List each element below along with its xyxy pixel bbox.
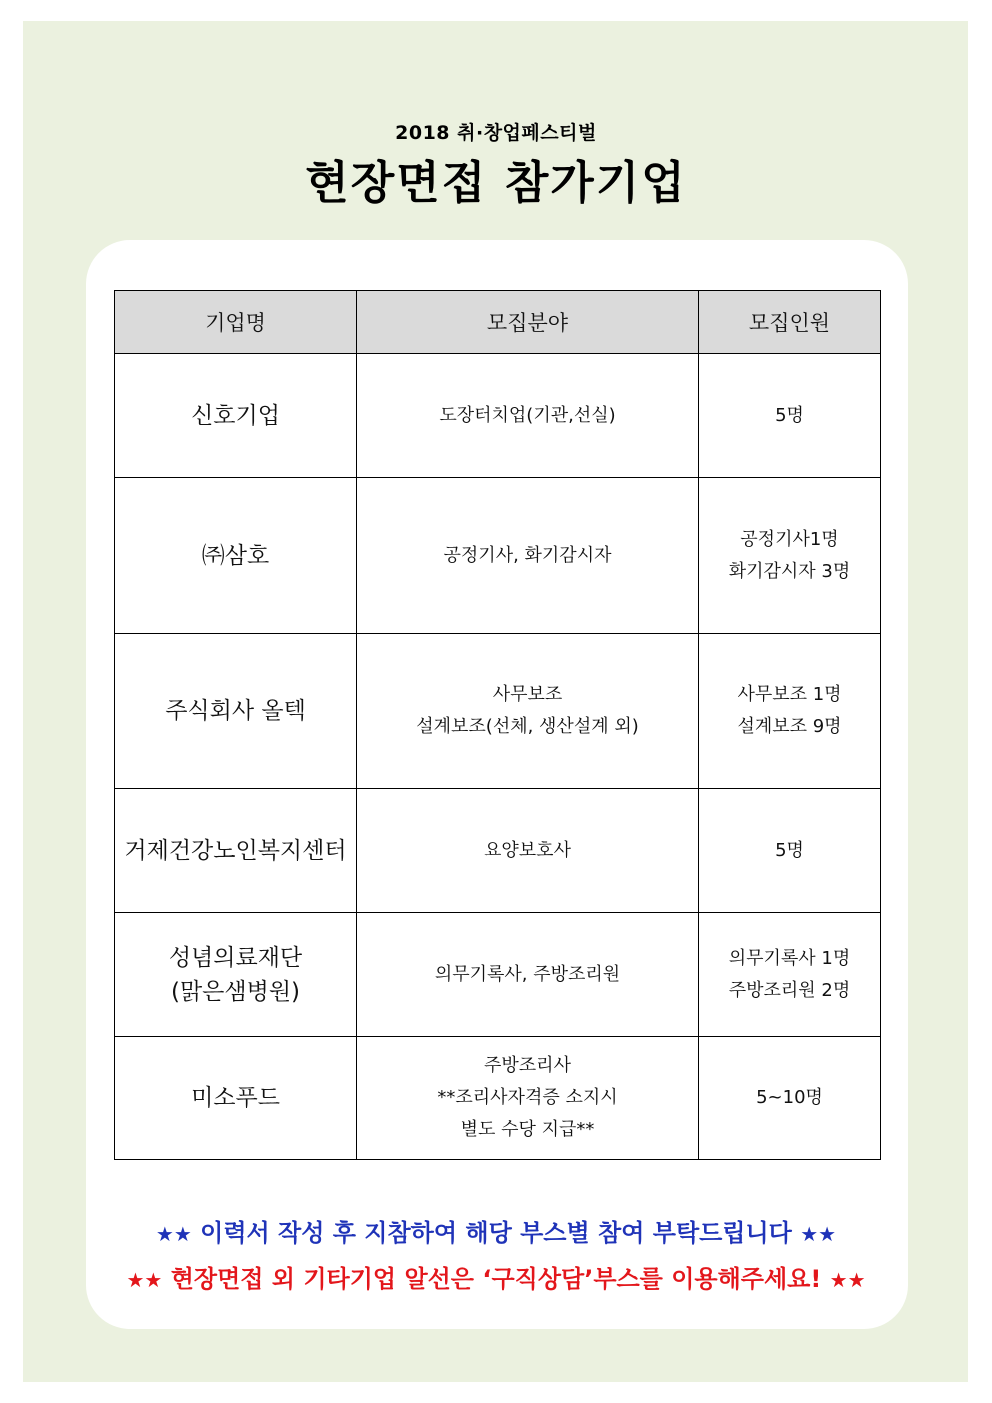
star-icon: ★★ xyxy=(155,1222,192,1246)
field-cell xyxy=(357,913,699,1037)
count-cell xyxy=(699,478,881,634)
company-cell xyxy=(115,478,357,634)
field-cell xyxy=(357,354,699,478)
company-name: 성념의료재단 xyxy=(168,944,303,971)
company-cell xyxy=(115,354,357,478)
table-row xyxy=(115,913,881,1037)
table-row xyxy=(115,354,881,478)
count-text: 의무기록사 1명 xyxy=(728,947,851,969)
company-name: 신호기업 xyxy=(191,402,280,429)
notice-bring-resume xyxy=(0,1213,992,1248)
company-cell xyxy=(115,789,357,913)
field-cell xyxy=(357,478,699,634)
company-cell xyxy=(115,913,357,1037)
table-row xyxy=(115,634,881,789)
page-title: 현장면접 참가기업 xyxy=(305,156,687,209)
recruitment-table xyxy=(114,290,881,1160)
count-text: 5~10명 xyxy=(756,1087,823,1108)
count-cell xyxy=(699,1037,881,1160)
field-cell xyxy=(357,789,699,913)
company-name: 주식회사 올텍 xyxy=(165,698,306,724)
field-text: 의무기록사, 주방조리원 xyxy=(434,963,621,985)
field-text: 별도 수당 지급** xyxy=(460,1119,595,1140)
notice-red-text: 현장면접 외 기타기업 알선은 ‘구직상담’부스를 이용해주세요! xyxy=(170,1265,822,1293)
table-row xyxy=(115,1037,881,1160)
table-row xyxy=(115,789,881,913)
count-text: 공정기사1명 xyxy=(740,528,839,550)
count-text: 화기감시자 3명 xyxy=(728,560,851,582)
field-text: **조리사자격증 소지시 xyxy=(437,1087,618,1108)
field-text: 공정기사, 화기감시자 xyxy=(443,544,612,566)
header-count: 모집인원 xyxy=(699,291,881,354)
count-cell xyxy=(699,634,881,789)
count-text: 주방조리원 2명 xyxy=(728,979,851,1001)
company-name: 거제건강노인복지센터 xyxy=(124,837,347,864)
field-cell xyxy=(357,634,699,789)
company-cell xyxy=(115,1037,357,1160)
count-text: 설계보조 9명 xyxy=(737,716,842,737)
table-header-row xyxy=(115,291,881,354)
company-cell xyxy=(115,634,357,789)
star-icon: ★★ xyxy=(800,1222,837,1246)
header-company: 기업명 xyxy=(115,291,357,354)
company-name: ㈜삼호 xyxy=(201,542,270,569)
count-cell xyxy=(699,354,881,478)
field-text: 도장터치업(기관,선실) xyxy=(439,404,616,426)
count-cell xyxy=(699,789,881,913)
field-text: 사무보조 xyxy=(492,684,563,705)
count-text: 사무보조 1명 xyxy=(737,684,842,705)
notice-job-counseling xyxy=(0,1259,992,1294)
star-icon: ★★ xyxy=(126,1268,163,1292)
count-text: 5명 xyxy=(775,404,804,426)
count-cell xyxy=(699,913,881,1037)
count-text: 5명 xyxy=(775,839,804,861)
field-text: 요양보호사 xyxy=(484,839,571,861)
star-icon: ★★ xyxy=(829,1268,866,1292)
table-row xyxy=(115,478,881,634)
company-name: (맑은샘병원) xyxy=(170,978,301,1005)
field-text: 주방조리사 xyxy=(484,1055,571,1076)
notice-blue-text: 이력서 작성 후 지참하여 해당 부스별 참여 부탁드립니다 xyxy=(200,1219,792,1247)
header-field: 모집분야 xyxy=(357,291,699,354)
field-text: 설계보조(선체, 생산설계 외) xyxy=(416,716,639,737)
event-subtitle: 2018 취·창업페스티벌 xyxy=(395,122,597,144)
company-name: 미소푸드 xyxy=(191,1085,280,1111)
field-cell xyxy=(357,1037,699,1160)
